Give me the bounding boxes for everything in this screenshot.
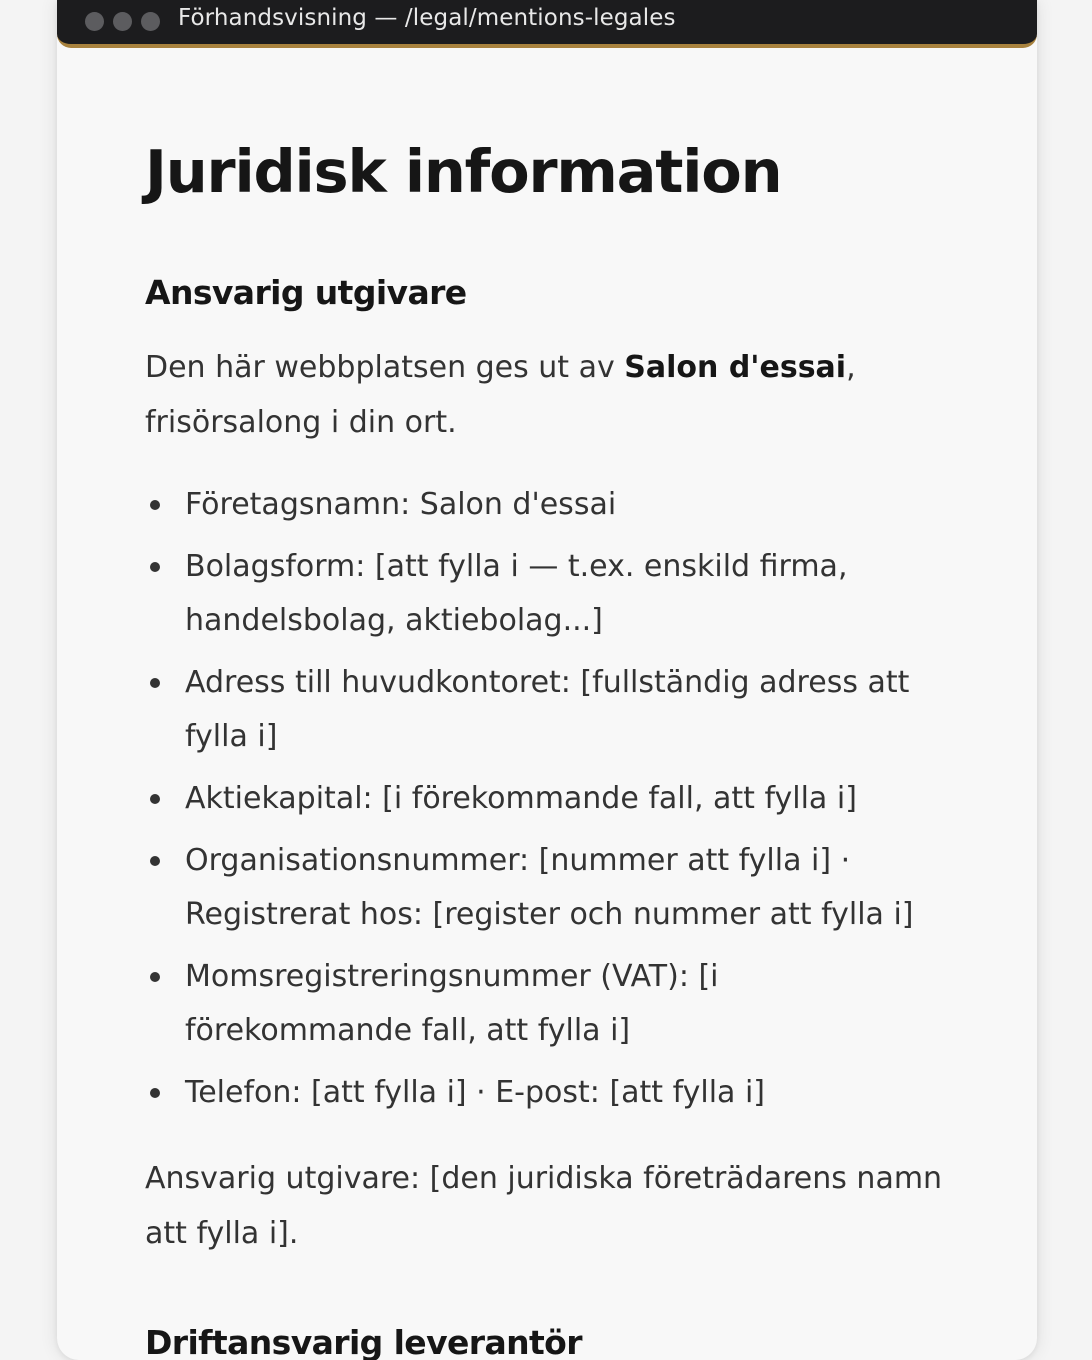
list-item: [145, 1066, 945, 1120]
window-controls: [85, 12, 160, 31]
section-heading-hosting: Driftansvarig leverantör: [145, 1323, 582, 1360]
list-item: [145, 656, 945, 764]
bullet-icon: [150, 562, 160, 572]
list-item: [145, 834, 945, 942]
list-item: [145, 540, 945, 648]
bullet-icon: [150, 500, 160, 510]
bullet-icon: [150, 972, 160, 982]
close-dot-icon[interactable]: [85, 12, 104, 31]
list-item-text: Organisationsnummer: [nummer att fylla i] · Registrerat hos: [register och nummer att fylla i]: [185, 843, 914, 932]
title-bar: [57, 0, 1037, 48]
publisher-intro: [145, 340, 945, 450]
section-heading-publisher: Ansvarig utgivare: [145, 273, 467, 312]
window-title: Förhandsvisning — /legal/mentions-legales: [178, 5, 676, 31]
list-item: [145, 950, 945, 1058]
company-details-list: [145, 478, 945, 1128]
list-item-text: Företagsnamn: Salon d'essai: [185, 487, 617, 522]
list-item: [145, 772, 945, 826]
intro-text-before: Den här webbplatsen ges ut av: [145, 350, 625, 385]
maximize-dot-icon[interactable]: [141, 12, 160, 31]
company-name-strong: Salon d'essai: [624, 350, 847, 385]
bullet-icon: [150, 678, 160, 688]
preview-window: [57, 0, 1037, 1360]
bullet-icon: [150, 856, 160, 866]
list-item-text: Momsregistreringsnummer (VAT): [i förekommande fall, att fylla i]: [185, 959, 719, 1048]
list-item-text: Bolagsform: [att fylla i — t.ex. enskild firma, handelsbolag, aktiebolag...]: [185, 549, 848, 638]
responsible-publisher-text: Ansvarig utgivare: [den juridiska företrädarens namn att fylla i].: [145, 1161, 943, 1251]
bullet-icon: [150, 1088, 160, 1098]
list-item: [145, 478, 945, 532]
bullet-icon: [150, 794, 160, 804]
list-item-text: Aktiekapital: [i förekommande fall, att fylla i]: [185, 781, 857, 816]
list-item-text: Telefon: [att fylla i] · E-post: [att fylla i]: [185, 1075, 766, 1110]
minimize-dot-icon[interactable]: [113, 12, 132, 31]
page-title: Juridisk information: [145, 137, 782, 206]
intro-text-after: , frisörsalong i din ort.: [145, 350, 856, 440]
list-item-text: Adress till huvudkontoret: [fullständig adress att fylla i]: [185, 665, 910, 754]
